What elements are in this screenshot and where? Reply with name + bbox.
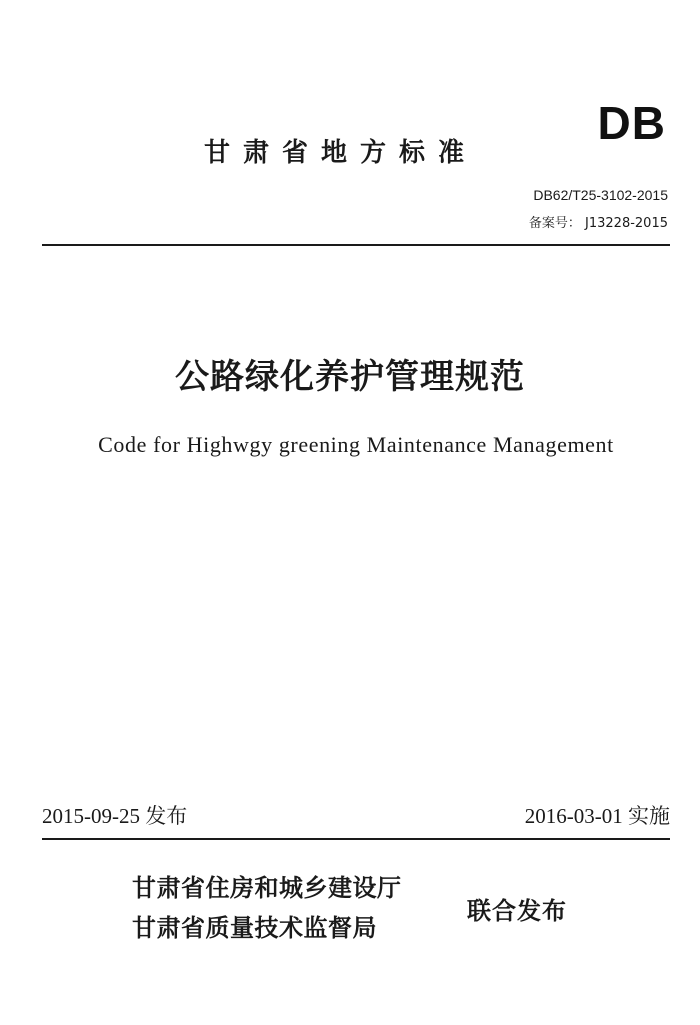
- publisher-housing-department: 甘肃省住房和城乡建设厅: [132, 874, 402, 902]
- bottom-divider: [42, 838, 670, 840]
- implementation-date: 2016-03-01 实施: [524, 804, 670, 828]
- publisher-quality-bureau: 甘肃省质量技术监督局: [132, 914, 377, 942]
- db-mark: DB: [597, 97, 666, 149]
- standard-code: DB62/T25-3102-2015: [533, 187, 668, 203]
- joint-release-label: 联合发布: [467, 897, 567, 925]
- top-divider: [42, 244, 670, 246]
- title-chinese: 公路绿化养护管理规范: [175, 357, 525, 397]
- standard-type: 甘肃省地方标准: [204, 138, 478, 168]
- issue-date: 2015-09-25 发布: [42, 804, 188, 828]
- title-english: Code for Highwgy greening Maintenance Management: [98, 432, 614, 457]
- record-number: 备案号： J13228-2015: [528, 216, 668, 231]
